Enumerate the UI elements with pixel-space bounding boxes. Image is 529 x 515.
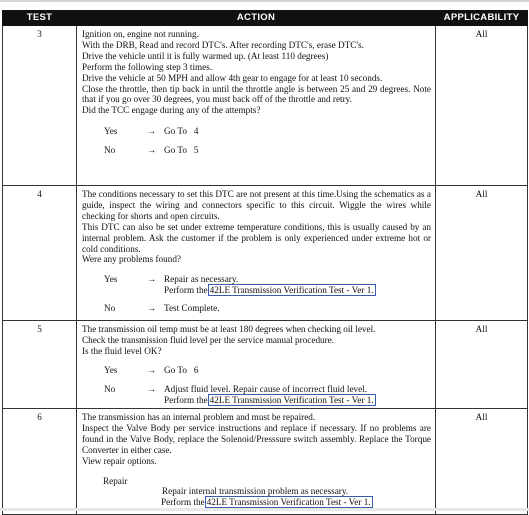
top-rule xyxy=(0,0,529,2)
test-number: 4 xyxy=(3,186,77,321)
no-result xyxy=(164,384,431,406)
repair-text: Adjust fluid level. Repair cause of incorrect fluid level. xyxy=(164,383,368,394)
yes-option xyxy=(82,365,431,376)
action-question: Were any problems found? xyxy=(82,254,182,265)
no-result[interactable]: Go To 5 xyxy=(164,145,199,156)
arrow-icon: → xyxy=(147,303,157,314)
table-header-row xyxy=(3,11,528,26)
verification-test-link[interactable]: 42LE Transmission Verification Test - Ver 1. xyxy=(209,285,374,296)
action-line: The conditions necessary to set this DTC are not present at this time.Using the schematics as a guide, inspect the wiring and connectors specific to this circuit. Wiggle the wires while checking for shorts and open circuits. xyxy=(82,189,431,221)
yes-result xyxy=(164,274,431,296)
action-line: This DTC can also be set under extreme temperature conditions, this is usually caused by an internal problem. Ask the customer if the problem is only experienced under extreme hot or cold conditions. xyxy=(82,221,431,254)
diagnostic-test-table xyxy=(2,10,528,515)
arrow-icon: → xyxy=(147,364,157,375)
action-line: With the DRB, Read and record DTC's. After recording DTC's, erase DTC's. xyxy=(82,39,364,50)
action-cell xyxy=(77,186,436,321)
applicability-value: All xyxy=(436,321,528,409)
action-line: Drive the vehicle until it is fully warmed up. (At least 110 degrees) xyxy=(82,50,329,61)
repair-text: Repair internal transmission problem as necessary. xyxy=(162,486,349,497)
perform-line xyxy=(164,285,431,296)
no-result: Test Complete. xyxy=(164,303,220,314)
test-number: 6 xyxy=(3,409,77,515)
table-row xyxy=(3,186,528,321)
table-row xyxy=(3,321,528,409)
no-option xyxy=(82,145,431,156)
perform-line xyxy=(164,395,431,406)
action-line: View repair options. xyxy=(82,455,157,466)
arrow-icon: → xyxy=(147,274,157,285)
no-label: No xyxy=(104,145,116,156)
action-line: Drive the vehicle at 50 MPH and allow 4th gear to engage for at least 10 seconds. xyxy=(82,72,383,83)
repair-label: Repair xyxy=(103,475,128,486)
yes-result[interactable]: Go To 4 xyxy=(164,126,199,137)
action-line: The transmission oil temp must be at least 180 degrees when checking oil level. xyxy=(82,324,376,334)
perform-label: Perform the xyxy=(161,497,205,508)
yes-result[interactable]: Go To 6 xyxy=(164,364,199,375)
yes-label: Yes xyxy=(104,126,118,137)
action-cell xyxy=(77,321,436,409)
no-option xyxy=(82,384,431,406)
arrow-icon: → xyxy=(147,126,157,137)
no-label: No xyxy=(104,383,116,394)
arrow-icon: → xyxy=(147,145,157,156)
yes-label: Yes xyxy=(104,364,118,375)
action-line: The transmission has an internal problem and must be repaired. xyxy=(82,412,316,422)
action-line: Check the transmission fluid level per the service manual procedure. xyxy=(82,334,335,345)
table-row xyxy=(3,26,528,186)
table-row xyxy=(3,409,528,515)
header-applicability: APPLICABILITY xyxy=(436,11,528,26)
action-line: Close the throttle, then tip back in until the throttle angle is between 25 and 29 degrees. Note that if you go over 30 degrees, you must back off of the throttle and retry. xyxy=(82,83,431,105)
test-number: 3 xyxy=(3,26,77,186)
yes-label: Yes xyxy=(104,274,118,285)
action-line: Inspect the Valve Body per service instructions and replace if necessary. If no problems are found in the Valve Body, replace the Solenoid/Presssure switch assembly. Replace the Torque Converter in either case. xyxy=(82,422,431,455)
test-number: 5 xyxy=(3,321,77,409)
action-line: Perform the following step 3 times. xyxy=(82,61,213,72)
repair-text: Repair as necessary. xyxy=(164,274,239,285)
verification-test-link[interactable]: 42LE Transmission Verification Test - Ver 1. xyxy=(209,394,374,405)
arrow-icon: → xyxy=(147,383,157,394)
action-cell xyxy=(77,409,436,515)
perform-line xyxy=(82,497,431,508)
perform-label: Perform the xyxy=(164,394,208,405)
verification-test-link[interactable]: 42LE Transmission Verification Test - Ver 1. xyxy=(206,497,371,508)
action-line: Ignition on, engine not running. xyxy=(82,29,199,39)
yes-option xyxy=(82,274,431,296)
applicability-value: All xyxy=(436,186,528,321)
header-action: ACTION xyxy=(77,11,436,26)
header-test: TEST xyxy=(3,11,77,26)
yes-option xyxy=(82,126,431,137)
action-question: Did the TCC engage during any of the attempts? xyxy=(82,105,261,116)
no-option xyxy=(82,303,431,314)
applicability-value: All xyxy=(436,26,528,186)
action-cell xyxy=(77,26,436,186)
action-question: Is the fluid level OK? xyxy=(82,345,162,356)
no-label: No xyxy=(104,303,116,314)
perform-label: Perform the xyxy=(164,285,208,296)
applicability-value: All xyxy=(436,409,528,515)
